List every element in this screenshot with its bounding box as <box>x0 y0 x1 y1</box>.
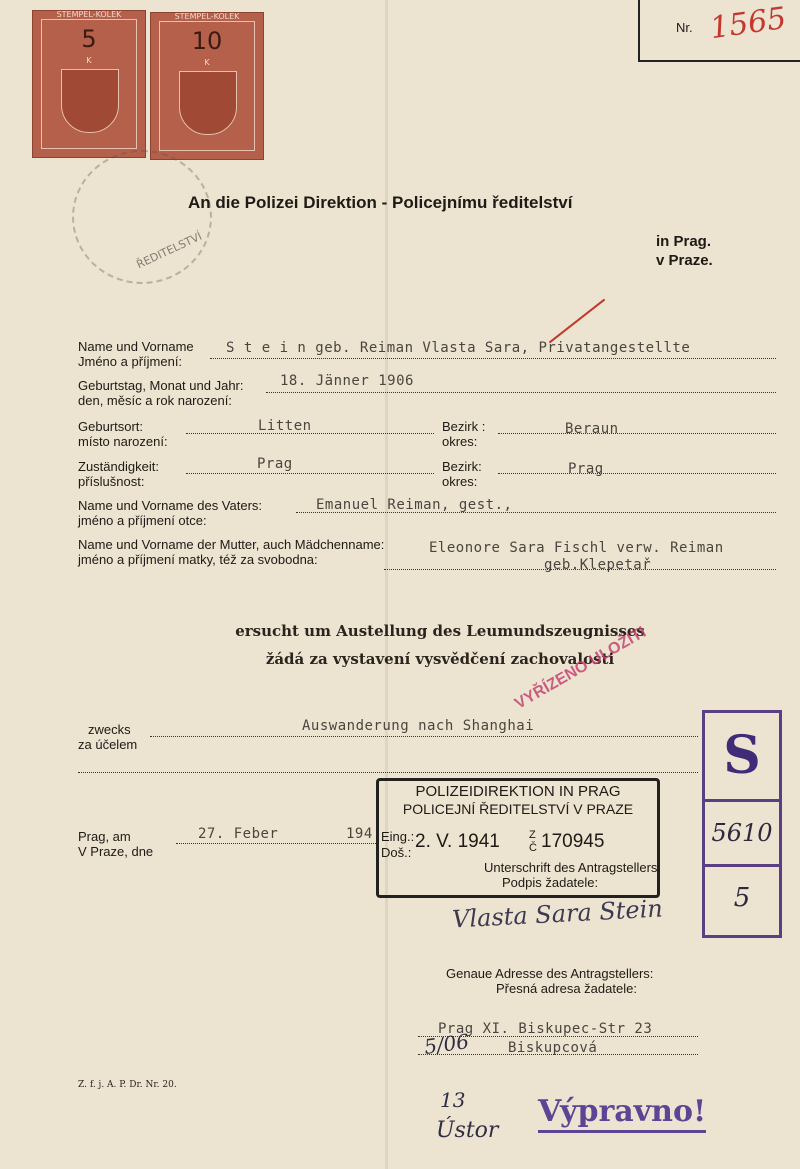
purpose-label-cs: za účelem <box>78 737 138 752</box>
city-de: in Prag. <box>656 233 712 250</box>
expedite-stamp: Výpravno! <box>538 1094 706 1133</box>
red-check-mark <box>549 299 605 344</box>
father-label-cs: jméno a příjmení otce: <box>78 513 207 528</box>
father-label <box>78 498 262 528</box>
domicile-label-cs: příslušnost: <box>78 474 145 489</box>
registry-letter-cell <box>705 713 779 802</box>
name-value: S t e i n geb. Reiman Vlasta Sara, Privatangestellte <box>226 340 691 356</box>
z-label: Z <box>529 829 536 841</box>
address-label <box>446 966 653 996</box>
number-box <box>638 0 800 62</box>
c-label: Č <box>529 842 537 854</box>
name-label <box>78 339 194 369</box>
signature-label <box>484 860 661 890</box>
birthdate-label <box>78 378 243 408</box>
father-label-de: Name und Vorname des Vaters: <box>78 498 263 513</box>
zc-labels <box>529 829 537 855</box>
round-seal <box>72 150 212 284</box>
purpose-line <box>150 736 698 737</box>
stamp-denomination: 10 <box>191 27 223 55</box>
birthdate-label-de: Geburtstag, Monat und Jahr: <box>78 378 244 393</box>
applicant-signature: Vlasta Sara Stein <box>451 894 664 934</box>
address-label-de: Genaue Adresse des Antragstellers: <box>446 966 654 981</box>
stamp-denomination: 5 <box>81 25 97 53</box>
received-number: 170945 <box>541 831 605 852</box>
domicile-label <box>78 459 159 489</box>
number-value: 1565 <box>707 0 789 47</box>
registry-letter: S <box>723 725 761 786</box>
address-line2: Biskupcová <box>508 1040 598 1056</box>
name-label-de: Name und Vorname <box>78 339 194 354</box>
lion-shield-icon <box>179 71 237 135</box>
birthplace-district-value: Beraun <box>565 421 619 437</box>
red-resolution-stamp: VYŘÍZENO ULOŽITI <box>512 623 650 713</box>
birthplace-district-line <box>498 433 776 434</box>
mother-value-line1: Eleonore Sara Fischl verw. Reiman <box>429 540 724 556</box>
mother-label-de: Name und Vorname der Mutter, auch Mädchenname: <box>78 537 385 552</box>
address-line1: Prag XI. Biskupec-Str 23 <box>438 1021 653 1037</box>
name-line <box>210 358 776 359</box>
purpose-label <box>78 722 137 752</box>
purpose-value: Auswanderung nach Shanghai <box>302 718 535 734</box>
birthplace-label-cs: místo narození: <box>78 434 168 449</box>
police-stamp-line1: POLIZEIDIREKTION IN PRAG <box>415 783 621 800</box>
birthdate-label-cs: den, měsíc a rok narození: <box>78 393 232 408</box>
stamp-currency: K <box>204 58 210 67</box>
received-date: 2. V. 1941 <box>415 831 500 852</box>
registry-box <box>702 710 782 938</box>
received-labels <box>381 829 414 861</box>
form-number: Z. f. j. A. P. Dr. Nr. 20. <box>78 1080 177 1090</box>
round-seal-text: ŘEDITELSTVÍ <box>134 229 205 272</box>
domicile-district-line <box>498 473 776 474</box>
registry-sub-cell <box>705 867 779 929</box>
birthplace-value: Litten <box>258 418 312 434</box>
request-line-de: ersucht um Austellung des Leumundszeugnisses <box>235 622 645 640</box>
mother-line <box>384 569 776 570</box>
number-label: Nr. <box>676 20 693 35</box>
dos-label: Doš.: <box>381 845 412 860</box>
name-label-cs: Jméno a příjmení: <box>78 354 183 369</box>
date-label-de: Prag, am <box>78 829 131 844</box>
birthplace-label-de: Geburtsort: <box>78 419 144 434</box>
handwritten-note-1: 5/06 <box>422 1028 471 1060</box>
birthdate-value: 18. Jänner 1906 <box>280 373 414 389</box>
district-label-cs: okres: <box>442 474 478 489</box>
handwritten-note-2: 13 <box>440 1088 466 1112</box>
mother-label-cs: jméno a příjmení matky, též za svobodna: <box>78 552 318 567</box>
signature-label-de: Unterschrift des Antragstellers: <box>484 860 662 875</box>
domicile-district-value: Prag <box>568 461 604 477</box>
registry-number: 5610 <box>711 819 773 847</box>
birthplace-district-label <box>442 419 485 449</box>
domicile-value: Prag <box>257 456 293 472</box>
stamp-currency: K <box>86 56 92 65</box>
police-stamp-line2: POLICEJNÍ ŘEDITELSTVÍ V PRAZE <box>402 801 634 817</box>
date-day-value: 27. Feber <box>198 826 279 842</box>
revenue-stamp-10 <box>150 12 264 160</box>
district-label-de: Bezirk : <box>442 419 486 434</box>
addressee-city <box>656 232 713 270</box>
date-label <box>78 829 153 859</box>
address-label-cs: Přesná adresa žadatele: <box>496 981 637 996</box>
mother-label <box>78 537 384 567</box>
eing-label: Eing.: <box>381 829 415 844</box>
lion-shield-icon <box>61 69 119 133</box>
city-cs: v Praze. <box>656 252 713 269</box>
father-value: Emanuel Reiman, gest., <box>316 497 513 513</box>
stamp-header: STEMPEL-KOLEK <box>56 10 122 19</box>
stamp-header: STEMPEL-KOLEK <box>174 12 240 21</box>
registry-sub-number: 5 <box>733 883 751 913</box>
domicile-district-label <box>442 459 482 489</box>
mother-value-line2: geb.Klepetař <box>544 557 652 573</box>
request-line-cs: žádá za vystavení vysvědčení zachovalosti <box>265 650 615 668</box>
date-line <box>176 843 376 844</box>
purpose-line-2 <box>78 772 698 773</box>
birthplace-label <box>78 419 168 449</box>
date-label-cs: V Praze, dne <box>78 844 154 859</box>
domicile-label-de: Zuständigkeit: <box>78 459 159 474</box>
date-year-value: 194 <box>346 826 373 842</box>
revenue-stamp-5 <box>32 10 146 158</box>
registry-number-cell <box>705 802 779 867</box>
district-label-de: Bezirk: <box>442 459 482 474</box>
purpose-label-de: zwecks <box>88 722 131 737</box>
district-label-cs: okres: <box>442 434 478 449</box>
domicile-line <box>186 473 434 474</box>
addressee-line: An die Polizei Direktion - Policejnímu ředitelství <box>188 193 573 212</box>
signature-label-cs: Podpis žadatele: <box>502 875 599 890</box>
handwritten-note-3: Ústor <box>436 1118 499 1143</box>
birthdate-line <box>266 392 776 393</box>
